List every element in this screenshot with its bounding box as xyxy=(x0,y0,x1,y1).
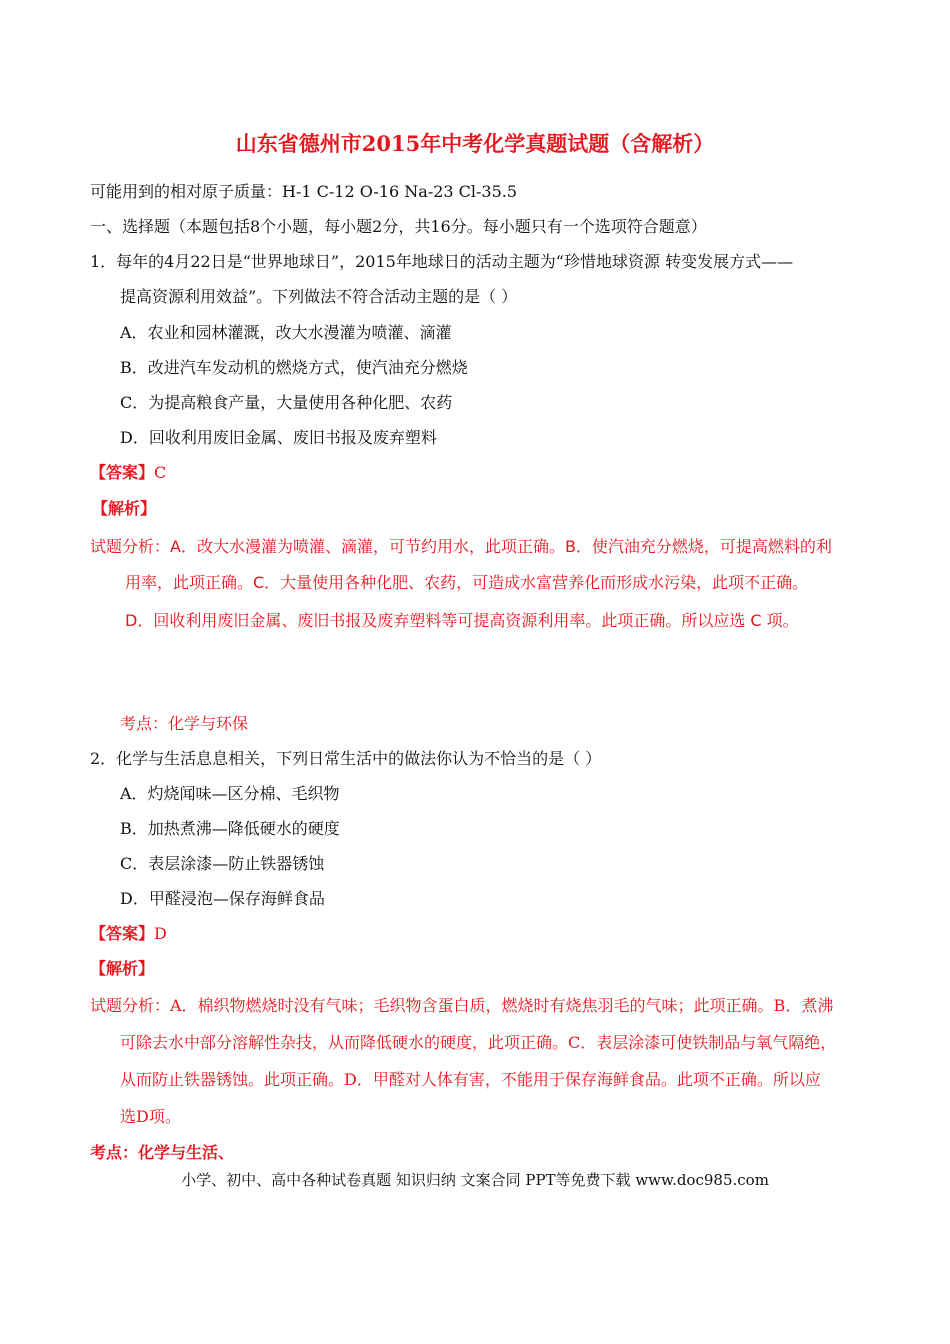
q1-option-b: B．改进汽车发动机的燃烧方式，使汽油充分燃烧 xyxy=(120,358,468,377)
q1-analysis-line3: D．回收利用废旧金属、废旧书报及废弃塑料等可提高资源利用率。此项正确。所以应选 C 项。 xyxy=(125,611,799,630)
q1-answer-tag: 【答案】 xyxy=(90,463,155,482)
page-title: 山东省德州市2015年中考化学真题试题（含解析） xyxy=(235,131,715,156)
q2-analysis-line4: 选D项。 xyxy=(120,1107,181,1126)
q1-analysis-line1: 试题分析：A．改大水漫灌为喷灌、滴灌，可节约用水，此项正确。B．使汽油充分燃烧，可提高燃料的利 xyxy=(90,537,832,556)
q2-option-a: A．灼烧闻味—区分棉、毛织物 xyxy=(120,784,340,803)
q2-option-b: B．加热煮沸—降低硬水的硬度 xyxy=(120,819,340,838)
q2-analysis-tag: 【解析】 xyxy=(90,959,155,978)
q2-option-c: C．表层涂漆—防止铁器锈蚀 xyxy=(120,854,325,873)
q1-stem-line2: 提高资源利用效益”。下列做法不符合活动主题的是（ ） xyxy=(120,287,518,306)
q2-answer xyxy=(90,923,167,945)
q1-option-d: D．回收利用废旧金属、废旧书报及废弃塑料 xyxy=(120,428,437,447)
q2-answer-value: D xyxy=(154,924,167,943)
q2-analysis-line1: 试题分析：A．棉织物燃烧时没有气味；毛织物含蛋白质，燃烧时有烧焦羽毛的气味；此项正确。B．煮沸 xyxy=(90,996,834,1015)
q2-stem: 2．化学与生活息息相关，下列日常生活中的做法你认为不恰当的是（ ） xyxy=(90,749,602,768)
q1-option-a: A．农业和园林灌溉，改大水漫灌为喷灌、滴灌 xyxy=(120,323,452,342)
page-footer: 小学、初中、高中各种试卷真题 知识归纳 文案合同 PPT等免费下载 www.doc985.com xyxy=(181,1171,769,1189)
q1-option-c: C．为提高粮食产量，大量使用各种化肥、农药 xyxy=(120,393,453,412)
q1-analysis-tag: 【解析】 xyxy=(92,499,157,518)
q2-option-d: D．甲醛浸泡—保存海鲜食品 xyxy=(120,889,325,908)
section-heading: 一、选择题（本题包括8个小题，每小题2分，共16分。每小题只有一个选项符合题意） xyxy=(90,217,707,236)
q1-analysis-line2: 用率，此项正确。C．大量使用各种化肥、农药，可造成水富营养化而形成水污染，此项不正确。 xyxy=(125,573,809,592)
q1-kaodian: 考点：化学与环保 xyxy=(120,714,249,733)
q1-stem-line1: 1．每年的4月22日是“世界地球日”，2015年地球日的活动主题为“珍惜地球资源 转变发展方式—— xyxy=(90,252,794,271)
q1-answer-value: C xyxy=(154,463,167,482)
atomic-masses-line: 可能用到的相对原子质量：H-1 C-12 O-16 Na-23 Cl-35.5 xyxy=(90,182,518,201)
q2-kaodian: 考点：化学与生活、 xyxy=(90,1143,235,1162)
q2-analysis-line2: 可除去水中部分溶解性杂技，从而降低硬水的硬度，此项正确。C．表层涂漆可使铁制品与氧气隔绝， xyxy=(120,1033,837,1052)
q2-analysis-line3: 从而防止铁器锈蚀。此项正确。D．甲醛对人体有害，不能用于保存海鲜食品。此项不正确。所以应 xyxy=(120,1070,821,1089)
q1-answer xyxy=(90,462,166,484)
q2-answer-tag: 【答案】 xyxy=(90,924,155,943)
